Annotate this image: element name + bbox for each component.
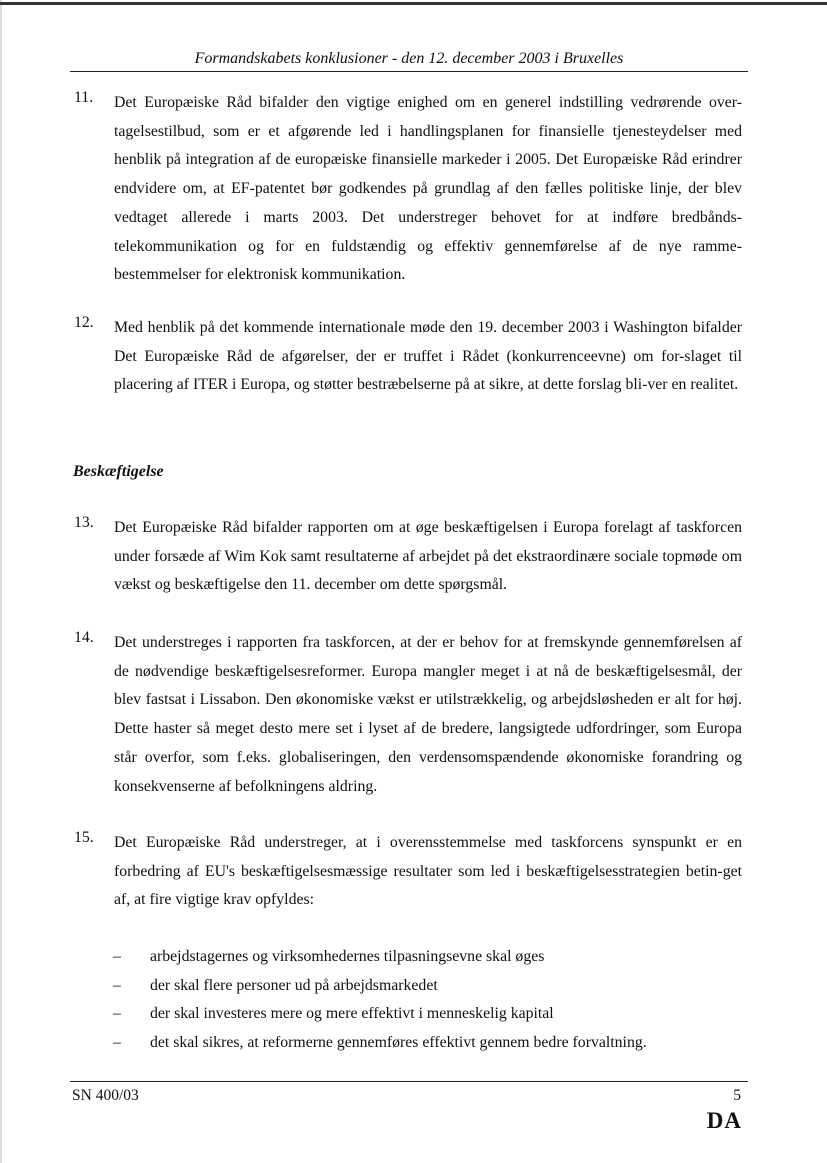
dash-bullet: – (113, 976, 121, 994)
top-border-line (0, 2, 827, 5)
paragraph-number: 15. (74, 829, 94, 846)
paragraph-12 (70, 314, 742, 400)
list-item-text: der skal investeres mere og mere effektivt i menneskelig kapital (150, 1005, 554, 1023)
footer-divider (70, 1081, 748, 1082)
list-item (113, 1000, 753, 1029)
paragraph-text: Det Europæiske Råd understreger, at i overensstemmelse med taskforcens synspunkt er en forbedring af EU's beskæftigelsesmæssige resultater som led i beskæftigelsesstrategien betin-get af, at fire vigtige krav opfyldes: (114, 834, 742, 909)
list-item-text: det skal sikres, at reformerne gennemføres effektivt gennem bedre forvaltning. (150, 1033, 647, 1051)
list-item (113, 972, 753, 1001)
running-header: Formandskabets konklusioner - den 12. december 2003 i Bruxelles (194, 50, 624, 67)
paragraph-number: 11. (74, 89, 94, 106)
paragraph-11 (70, 89, 742, 290)
list-item (113, 943, 753, 972)
dash-bullet: – (113, 1005, 121, 1023)
list-item (113, 1029, 753, 1058)
document-code: SN 400/03 (72, 1087, 139, 1104)
section-heading: Beskæftigelse (73, 463, 164, 480)
scan-left-edge (0, 0, 2, 1163)
paragraph-text: Det Europæiske Råd bifalder rapporten om at øge beskæftigelsen i Europa forelagt af taskforcen under forsæde af Wim Kok samt resultaterne af arbejdet på det ekstraordinære sociale topmøde om vækst og beskæftigelse den 11. december om dette spørgsmål. (114, 519, 742, 594)
paragraph-number: 12. (74, 314, 94, 331)
paragraph-14 (70, 629, 742, 801)
paragraph-13 (70, 514, 742, 600)
paragraph-text: Det Europæiske Råd bifalder den vigtige enighed om en generel indstilling vedrørende over-tagelsestilbud, som er et afgørende led i handlingsplanen for finansielle tjenesteydelser med henblik på integration af de europæiske finansielle markeder i 2005. Det Europæiske Råd erindrer endvidere om, at EF-patentet bør godkendes på grundlag af den fælles politiske linje, der blev vedtaget allerede i marts 2003. Det understreger behovet for at indføre bredbånds-telekommunikation og for en fuldstændig og effektiv gennemførelse af de nye ramme-bestemmelser for elektronisk kommunikation. (114, 94, 742, 284)
page-number: 5 (733, 1087, 741, 1104)
paragraph-15 (70, 829, 742, 915)
list-item-text: der skal flere personer ud på arbejdsmarkedet (150, 976, 438, 994)
dash-bullet: – (113, 948, 121, 965)
paragraph-number: 14. (74, 629, 94, 646)
list-item-text: arbejdstagernes og virksomhedernes tilpasningsevne skal øges (150, 948, 545, 965)
header-divider (70, 71, 748, 72)
paragraph-text: Med henblik på det kommende internationale møde den 19. december 2003 i Washington bifalder Det Europæiske Råd de afgørelser, der er truffet i Rådet (konkurrenceevne) om for-slaget til placering af ITER i Europa, og støtter bestræbelserne på at sikre, at dette forslag bli-ver en realitet. (114, 319, 742, 394)
dash-bullet: – (113, 1033, 121, 1051)
paragraph-number: 13. (74, 514, 94, 531)
requirements-list (113, 943, 753, 1057)
paragraph-text: Det understreges i rapporten fra taskforcen, at der er behov for at fremskynde gennemførelsen af de nødvendige beskæftigelsesreformer. Europa mangler meget i at nå de beskæftigelsesmål, der blev fastsat i Lissabon. Den økonomiske vækst er utilstrækkelig, og arbejdsløsheden er alt for høj. Dette haster så meget desto mere set i lyset af de bredere, langsigtede udfordringer, som Europa står overfor, som f.eks. globaliseringen, den verdensomspændende økonomiske forandring og konsekvenserne af befolkningens aldring. (114, 634, 742, 795)
language-code: DA (706, 1108, 742, 1133)
